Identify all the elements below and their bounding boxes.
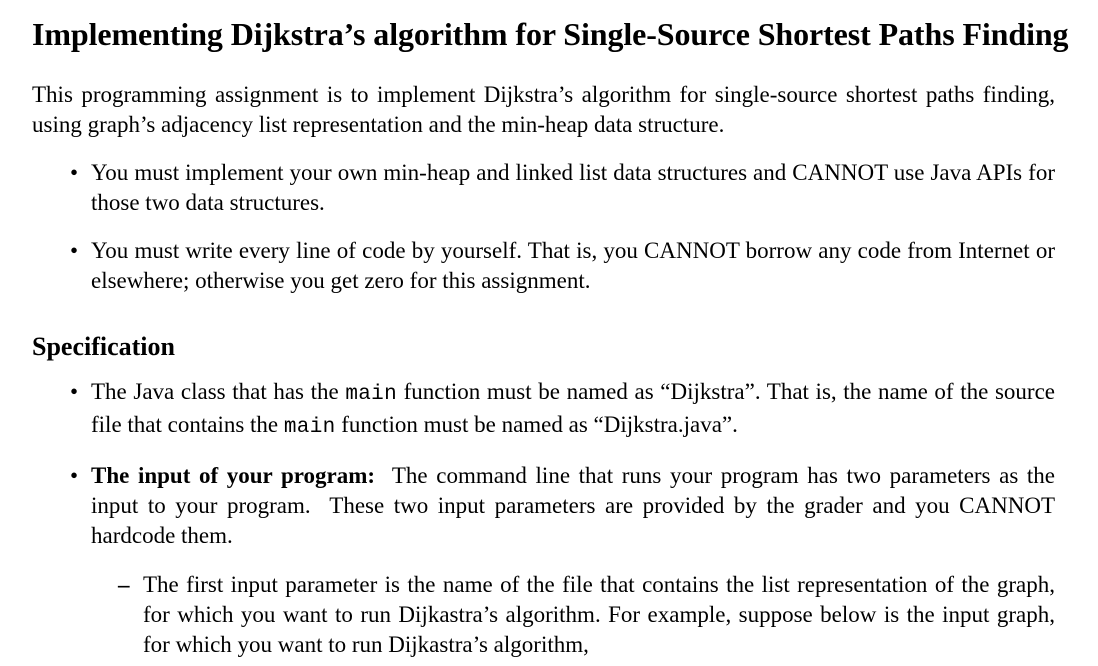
rule-item <box>32 158 1055 218</box>
bullet-icon: • <box>70 379 79 404</box>
main-code-term: main <box>345 383 397 406</box>
input-subitem <box>91 570 1055 660</box>
input-lead-label: The input of your program: <box>91 463 376 488</box>
input-subitem-text: The first input parameter is the name of the file that contains the list representation of the graph, for which you want to run Dijkastra’s algorithm. For example, suppose below is the input graph, for which you want to run Dijkastra’s algorithm, <box>143 572 1055 657</box>
rules-list <box>32 158 1055 296</box>
rule-item <box>32 236 1055 296</box>
intro-paragraph: This programming assignment is to implement Dijkstra’s algorithm for single-source shortest paths finding, using graph’s adjacency list representation and the min-heap data structure. <box>32 82 1055 137</box>
main-code-term: main <box>283 416 336 439</box>
spec-text-part3: function must be named as “Dijkstra.java”. <box>335 412 738 437</box>
bullet-icon: • <box>70 160 79 185</box>
dash-icon: – <box>118 572 130 597</box>
spec-text-part2: function must be named as “Dijkstra”. That is, the name of the source file that contains the <box>91 379 1055 437</box>
rule-text: You must write every line of code by yourself. That is, you CANNOT borrow any code from Internet or elsewhere; otherwise you get zero for this assignment. <box>91 238 1055 293</box>
bullet-icon: • <box>70 238 79 263</box>
input-sublist <box>91 570 1055 660</box>
input-description: The command line that runs your program has two parameters as the input to your program. These two input parameters are provided by the grader and you CANNOT hardcode them. <box>91 463 1061 548</box>
document-title: Implementing Dijkstra’s algorithm for Single-Source Shortest Paths Finding <box>32 16 1069 52</box>
spec-item-input <box>32 461 1061 660</box>
bullet-icon: • <box>70 463 79 488</box>
specification-heading: Specification <box>32 332 175 361</box>
specification-list <box>32 377 1061 660</box>
spec-text-part1: The Java class that has the <box>91 379 346 404</box>
rule-text: You must implement your own min-heap and linked list data structures and CANNOT use Java APIs for those two data structures. <box>91 160 1055 215</box>
spec-item-class-name <box>32 377 1055 443</box>
